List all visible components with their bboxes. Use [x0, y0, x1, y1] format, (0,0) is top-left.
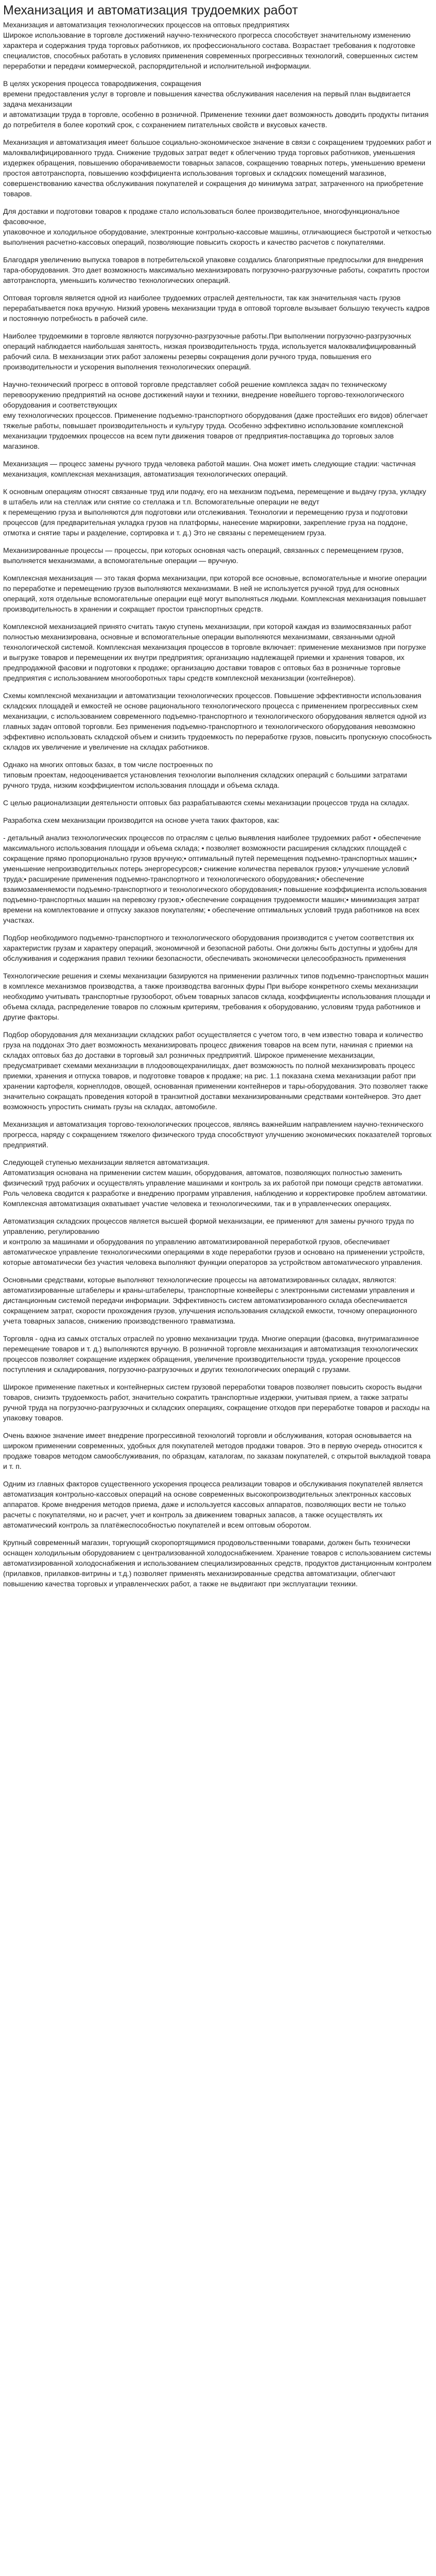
paragraph: Широкое применение пакетных и контейнерных систем грузовой переработки товаров позволяет повысить скорость выдачи товаров, снизить трудоемкость работ, значительно сократить транспортные издержки, учитывая прием, а также затраты ручной труда на погрузочно-разгрузочных и складских операциях, сокращение отходов при переработке товаров и расходы на упаковку товаров. [3, 1383, 430, 1422]
paragraph: Оптовая торговля является одной из наиболее трудоемких отраслей деятельности, так как значительная часть грузов перерабатывается пока вручную. Низкий уровень механизации труда в оптовой торговле вызывает большую текучесть кадров и постоянную потребность в рабочей силе. [3, 294, 430, 323]
paragraph: Технологические решения и схемы механизации базируются на применении различных типов подъемно-транспортных машин в комплексе механизмов производства, а также производства вагонных фуры При выборе конкретного схемы механизации необходимо учитывать транспортные грузооборот, объем товарных запасов склада, коэффициенты использования площади и объема склада, распределение товаров по сложным критериям, требования к оборудованию, условиям труда работников и другие факторы. [3, 972, 430, 1021]
paragraph: Очень важное значение имеет внедрение прогрессивной технологий торговли и обслуживания, которая основывается на широком применении современных, удобных для покупателей методов продажи товаров. Это в первую очередь относится к продаже товаров методом самообслуживания, по образцам, каталогам, по заказам покупателей, с открытой выкладкой товара и т. п. [3, 1431, 431, 1470]
page-title: Механизация и автоматизация трудоемких работ [3, 3, 298, 18]
paragraph: В целях ускорения процесса товародвижения, сокращения времени предоставления услуг в торговле и повышения качества обслуживания населения на первый план выдвигается задача механизации и автоматизации труда в торговле, особенно в розничной. Применение техники дает возможность доводить продукты питания до потребителя в более короткий срок, с сохранением питательных свойств и вкусовых качеств. [3, 79, 429, 129]
paragraph: Схемы комплексной механизации и автоматизации технологических процессов. Повышение эффективности использования складских площадей и емкостей не основе рационального технологического процесса с применением прогрессивных схем механизации, с использованием современного подъемно-транспортного и технологического оборудования является одной из главных задач оптовой торговли. Без применения подъемно-транспортного и технологического оборудования невозможно эффективно использовать складской объем и снизить трудоемкость по переработке грузов, повысить пропускную способность складов их увеличение и увеличение на складах работников. [3, 691, 432, 751]
paragraph: Научно-технический прогресс в оптовой торговле представляет собой решение комплекса задач по техническому перевооружению предприятий на основе достижений науки и техники, внедрение новейшего торгово-технологического оборудования и соответствующих ему технологических процессов. Применение подъемно-транспортного оборудования (даже простейших его видов) облегчает тяжелые работы, повышает производительность и культуру труда. Особенно эффективно использование комплексной механизации трудоемких процессов на всем пути движения товаров от предприятия-поставщика до торговых залов магазинов. [3, 380, 428, 450]
paragraph: Основными средствами, которые выполняют технологические процессы на автоматизированных складах, являются: автоматизированные штабелеры и краны-штабелеры, транспортные конвейеры с электронными системами управления и дистанционным системой передачи информации. Эффективность систем автоматизированного склада обеспечивается сокращением затрат, скорости прохождения грузов, улучшения использования складской емкости, точному операционного учета товарных запасов, снижению производственного травматизма. [3, 1276, 417, 1325]
paragraph: Комплексная механизация — это такая форма механизации, при которой все основные, вспомогательные и многие операции по переработке и перемещению грузов выполняются механизмами. В ней не используется ручной труд для основных операций, хотя отдельные вспомогательные операции ещё могут выполняться людьми. Комплексная механизация повышает производительность в хранении и сокращает простои транспортных средств. [3, 574, 427, 613]
paragraph: Широкое использование в торговле достижений научно-технического прогресса способствует значительному изменению характера и содержания труда торговых работников, их профессионального состава. Возрастает требования к подготовке специалистов, способных работать в условиях применения современных прогрессивных технологий, совершенных систем переработки и передачи коммерческой, распорядительной и исполнительной информации. [3, 31, 418, 70]
subtitle: Механизация и автоматизация технологических процессов на оптовых предприятиях [3, 21, 290, 29]
paragraph: Крупный современный магазин, торгующий скоропортящимися продовольственными товарами, должен быть технически оснащен холодильным оборудованием с централизованной холодоснабжением. Хранение товаров с использованием системы автоматизированной холодоснабжения и использованием специализированных средств, продуктов дистанционным контролем (прилавков, прилавков-витрины и т.д.) позволяет применять механизированные средства автоматизации, облегчают повышению качества торговых и управленческих работ, а также не выдвигают при эксплуатации техники. [3, 1538, 432, 1588]
paragraph: Подбор необходимого подъемно-транспортного и технологического оборудования производится с учетом соответствия их характеристик грузам и характеру операций, экономичной и безопасной работы. Они должны быть доступны и удобны для обслуживания и содержания правил техники безопасности, обеспечивать экономически целесообразность применения [3, 934, 417, 962]
paragraph: С целью рационализации деятельности оптовых баз разрабатываются схемы механизации процессов труда на складах. [3, 799, 410, 807]
paragraph: Механизированные процессы — процессы, при которых основная часть операций, связанных с перемещением грузов, выполняется механизмами, а вспомогательные операции — вручную. [3, 546, 404, 565]
paragraph: Механизация и автоматизация имеет большое социально-экономическое значение в связи с сокращением трудоемких работ и малоквалифицированного труда. Снижение трудовых затрат ведет к облегчению труда торговых работников, уменьшения издержек обращения, повышению оборачиваемости товарных запасов, сокращению товарных потерь, уменьшению времени простоя автотранспорта, повышению коэффициента использования торговых и складских помещений магазинов, совершенствованию качества обслуживания покупателей и сокращения до минимума затрат, затраченного на приобретение товаров. [3, 138, 431, 198]
article-body [3, 20, 432, 1589]
paragraph: Разработка схем механизации производится на основе учета таких факторов, как: [3, 816, 280, 824]
paragraph: Для доставки и подготовки товаров к продаже стало использоваться более производительное, многофункциональное фасовочное, упаковочное и холодильное оборудование, электронные контрольно-кассовые машины, отличающиеся быстротой и четкостью выполнения расчетно-кассовых операций, позволяющие повысить скорость и качество расчетов с покупателями. [3, 207, 432, 246]
paragraph: Подбор оборудования для механизации складских работ осуществляется с учетом того, в чем известно товара и количество груза на поддонах Это дает возможность механизировать процесс движения товаров на всем пути, начиная с приемки на складах оптовых баз до доставки в торговый зал розничных предприятий. Широкое применение механизации, предусматривает схемами механизации в плодоовощехранилищах, дает возможность по полной механизировать процесс приемки, хранения и отпуска товаров, и подготовке товаров к продаже; на рис. 1.1 показана схема механизации работ при хранении картофеля, корнеплодов, овощей, основанная применении контейнеров и тары-оборудования. Это позволяет также значительно сокращать проведения которой в транзитной доставки механизированными средствами контейнеров. Это дает возможность упростить снимать грузы на складах, автомобиле. [3, 1030, 428, 1111]
paragraph: Наиболее трудоемкими в торговле являются погрузочно-разгрузочные работы.При выполнении погрузочно-разгрузочных операций наблюдается наибольшая занятость, низкая производительность труда, используется малоквалифицированный рабочий сила. В механизации этих работ заложены резервы сокращения доли ручного труда, повышения его производительности и ускорения выполнения технологических операций. [3, 332, 416, 371]
paragraph: К основным операциям относят связанные труд или подачу, его на механизм подъема, перемещение и выдачу груза, укладку в штабель или на стеллаж или снятие со стеллажа и т.п. Вспомогательные операции не ведут к перемещению груза и выполняются для подготовки или отслеживания. Технологии и перемещению груза и подготовки процессов (для предварительная укладка грузов на платформы, нанесение маркировки, закрепление груза на поддоне, отмотка и снятие тары и разделение, сортировка и т. д.) Это не связаны с перемещением груза. [3, 487, 426, 537]
paragraph: Механизация и автоматизация торгово-технологических процессов, являясь важнейшим направлением научно-технического прогресса, наряду с сокращением тяжелого физического труда способствуют улучшению экономических показателей торговых предприятий. [3, 1120, 432, 1149]
paragraph: Торговля - одна из самых отсталых отраслей по уровню механизации труда. Многие операции (фасовка, внутримагазинное перемещение товаров и т. д.) выполняются вручную. В розничной торговле механизация и автоматизация технологических процессов позволяет сокращение издержек обращения, увеличение производительности труда, ускорение процессов поступления и складирования, погрузочно-разгрузочных и других технологических операций с грузами. [3, 1334, 419, 1374]
paragraph: Комплексной механизацией принято считать такую ступень механизации, при которой каждая из взаимосвязанных работ полностью механизирована, основные и вспомогательные операции выполняются механизмами, связанными одной технологической системой. Комплексная механизация процессов в торговле включает: применение механизмов при погрузке и выгрузке товаров и перемещении их внутри предприятия; организацию надлежащей приемки и хранения товаров, их предпродажной фасовки и подготовки к продаже; организацию доставки товаров с оптовых баз в розничные торговые предприятия с использованием многооборотных тары средств комплексной механизации (контейнеров). [3, 622, 426, 682]
paragraph: Автоматизация складских процессов является высшей формой механизации, ее применяют для замены ручного труда по управлению, регулированию и контролю за машинами и оборудования по управлению автоматизированной переработкой грузов, обеспечивает автоматическое управление технологическими операциями в ходе переработки грузов и основано на применении устройств, которые автоматически без участия человека выполняют функции операторов за устройством автоматического управления. [3, 1217, 425, 1266]
paragraph: Благодаря увеличению выпуска товаров в потребительской упаковке создались благоприятные предпосылки для внедрения тара-оборудования. Это дает возможность максимально механизировать погрузочно-разгрузочные работы, сократить простои автотранспорта, уменьшить количество технологических операций. [3, 256, 429, 284]
paragraph: - детальный анализ технологических процессов по отраслям с целью выявления наиболее трудоемких работ • обеспечение максимального использования площади и объема склада; • позволяет возможности расширения складских площадей с сокращение прямо пропорционально грузов вручную;• оптимальный путей перемещения подъемно-транспортных машин;• уменьшение непроизводительных потерь энергоресурсов;• снижение количества перевалок грузов;• улучшение условий труда;• расширение применения подъемно-транспортного и технологического оборудования;• обеспечение взаимозаменяемости подъемно-транспортного и технологического оборудования;• повышение коэффициента использования подъемно-транспортных машин на перевозку грузов;• обеспечение сокращения трудоемкости машин;• минимизация затрат времени на комплектование и отпуску заказов покупателям; • обеспечение оптимальных условий труда работников на всех участках. [3, 834, 427, 924]
paragraph: Одним из главных факторов существенного ускорения процесса реализации товаров и обслуживания покупателей является автоматизация контрольно-кассовых операций на основе современных высокопроизводительных электронных кассовых аппаратов. Кроме внедрения методов приема, даже и используется кассовых аппаратов, позволяющих вести не только расчеты с покупателями, но и расчет, учет и контроль за движением товарных запасов, а также осуществлять их автоматический контроль за платёжеспособностью покупателей и всем оптовым оборотом. [3, 1480, 423, 1529]
paragraph: Механизация — процесс замены ручного труда человека работой машин. Она может иметь следующие стадии: частичная механизация, комплексная механизация, автоматизация технологических операций. [3, 460, 416, 478]
paragraph: Следующей ступенью механизации является автоматизация. Автоматизация основана на применении систем машин, оборудования, автоматов, позволяющих полностью заменить физический труд рабочих и осуществлять управление машинами и контроль за их работой при помощи средств автоматики. Роль человека сводится к разработке и внедрению программ управления, наблюдению и корректировке проблем автоматики. Комплексная автоматизация охватывает участие человека и технологическими, так и в управленческих операциях. [3, 1158, 428, 1208]
paragraph: Однако на многих оптовых базах, в том числе построенных по типовым проектам, недооценивается установления технологии выполнения складских операций с большими затратами ручного труда, низким коэффициентом использования площади и объема склада. [3, 760, 407, 789]
